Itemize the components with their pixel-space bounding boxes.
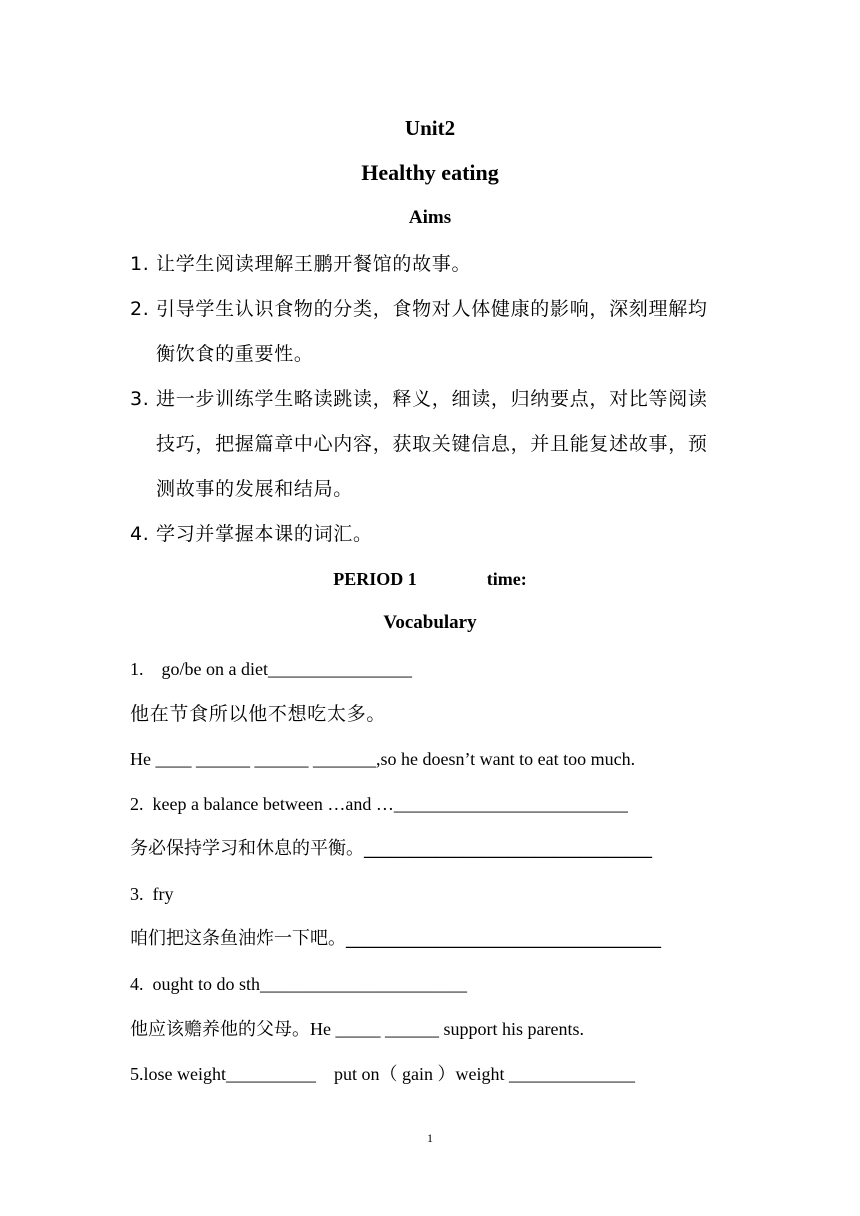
- aim-text: 测故事的发展和结局。: [156, 478, 354, 500]
- vocab-item-4: 4. ought to do sth_______________________: [130, 974, 468, 994]
- aim-item-3-continued: [130, 432, 730, 456]
- aim-item-2: [130, 297, 730, 321]
- aim-number: 2.: [130, 298, 150, 320]
- aim-item-2-continued: [130, 342, 730, 366]
- aim-number: 1.: [130, 253, 150, 275]
- vocabulary-heading: Vocabulary: [383, 612, 477, 633]
- vocab-item-3: 3. fry: [130, 884, 174, 904]
- vocab-item-4-sentence: 他应该赡养他的父母。He _____ ______ support his parents.: [130, 1019, 584, 1039]
- aim-text: 技巧，把握篇章中心内容，获取关键信息，并且能复述故事，预: [156, 433, 708, 455]
- aim-item-3: [130, 387, 730, 411]
- lesson-title: Healthy eating: [361, 160, 499, 185]
- aim-text: 学习并掌握本课的词汇。: [156, 523, 373, 545]
- aim-item-4: [130, 522, 730, 546]
- page-number: 1: [427, 1131, 433, 1145]
- aims-heading: Aims: [408, 207, 452, 228]
- vocab-item-5: 5.lose weight__________ put on（ gain ）weight ______________: [130, 1064, 635, 1084]
- vocab-item-1: 1. go/be on a diet________________: [130, 659, 412, 679]
- vocab-item-3-chinese: 咱们把这条鱼油炸一下吧。___________________________________: [130, 928, 661, 949]
- aim-text: 进一步训练学生略读跳读，释义，细读，归纳要点，对比等阅读: [156, 388, 708, 410]
- aim-item-3-continued: [130, 477, 730, 501]
- aim-number: 4.: [130, 523, 150, 545]
- aim-text: 引导学生认识食物的分类，食物对人体健康的影响，深刻理解均: [156, 298, 708, 320]
- period-label: PERIOD 1: [333, 569, 417, 589]
- aim-item-1: [130, 252, 730, 276]
- period-heading: [130, 567, 730, 591]
- aim-text: 衡饮食的重要性。: [156, 343, 314, 365]
- aim-text: 让学生阅读理解王鹏开餐馆的故事。: [156, 253, 472, 275]
- unit-title: Unit2: [404, 116, 456, 140]
- aim-number: 3.: [130, 388, 150, 410]
- vocab-item-1-chinese: 他在节食所以他不想吃太多。: [130, 703, 387, 725]
- vocab-item-2: 2. keep a balance between …and …__________________________: [130, 794, 628, 814]
- vocab-item-2-chinese: 务必保持学习和休息的平衡。________________________________: [130, 838, 652, 859]
- period-time-label: time:: [486, 569, 527, 589]
- vocab-item-1-english: He ____ ______ ______ _______,so he doesn’t want to eat too much.: [130, 749, 636, 769]
